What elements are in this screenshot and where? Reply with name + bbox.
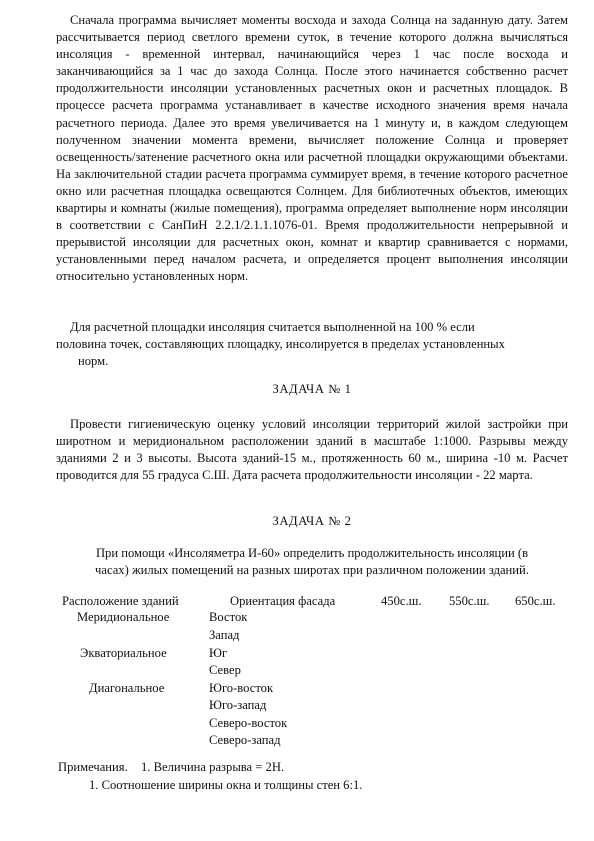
- note-item-1: 1. Величина разрыва = 2Н.: [141, 760, 285, 774]
- header-lat-55: 550с.ш.: [449, 594, 490, 608]
- area-paragraph-line-1: Для расчетной площадки инсоляция считается выполненной на 100 % если: [70, 320, 475, 334]
- orientation-row: Юг: [209, 646, 228, 660]
- orientation-row: Северо-запад: [209, 733, 281, 747]
- header-lat-45: 450с.ш.: [381, 594, 422, 608]
- notes-prefix: Примечания.: [58, 760, 128, 774]
- task2-heading: ЗАДАЧА № 2: [272, 514, 352, 528]
- header-location: Расположение зданий: [62, 594, 179, 608]
- group-equatorial: Экваториальное: [80, 646, 167, 660]
- note-item-2: 1. Соотношение ширины окна и толщины стен 6:1.: [89, 778, 363, 792]
- orientation-row: Северо-восток: [209, 716, 288, 730]
- task2-text-line-2: часах) жилых помещений на разных широтах при различном положении зданий.: [95, 563, 529, 578]
- header-orientation: Ориентация фасада: [230, 594, 336, 608]
- task2-text-line-1: При помощи «Инсоляметра И-60» определить продолжительность инсоляции (в: [95, 546, 529, 560]
- orientation-row: Запад: [209, 628, 240, 642]
- intro-paragraph: Сначала программа вычисляет моменты восхода и захода Солнца на заданную дату. Затем рассчитывается период светлого времени суток, в течение которого должна вычисляться инсоляция - временной интервал, начинающийся через 1 час после восхода и заканчивающийся за 1 час до захода Солнца. После этого начинается собственно расчет продолжительности инсоляции установленных расчетных окон и расчетных площадок. В процессе расчета программа устанавливает в качестве исходного значения время начала расчетного периода. Далее это время увеличивается на 1 минуту и, в каждом следующем полученном значении момента времени, вычисляет положение Солнца и проверяет освещенность/затенение расчетного окна или расчетной площадки окружающими объектами. На заключительной стадии расчета программа суммирует время, в течение которого расчетное окно или расчетная площадка освещаются Солнцем. Для библиотечных объектов, имеющих квартиры и комнаты (жилые помещения), программа определяет выполнение норм инсоляции в соответствии с СанПиН 2.2.1/2.1.1.1076-01. Время продолжительности непрерывной и прерывистой инсоляции для расчетных окон, комнат и квартир сравнивается с нормами, установленными перед началом расчета, и определяется процент выполнения инсоляции относительно установленных норм.: [56, 13, 568, 284]
- task1-heading: ЗАДАЧА № 1: [272, 382, 352, 396]
- group-diagonal: Диагональное: [89, 681, 165, 695]
- area-paragraph-line-2: половина точек, составляющих площадку, инсолируется в пределах установленных: [56, 337, 505, 352]
- orientation-row: Север: [209, 663, 241, 677]
- group-meridional: Меридиональное: [77, 610, 170, 624]
- task1-text: Провести гигиеническую оценку условий инсоляции территорий жилой застройки при широтном и меридиональном расположении зданий в масштабе 1:1000. Разрывы между зданиями 2 и 3 высоты. Высота зданий-15 м., протяженность 60 м., ширина -10 м. Расчет проводится для 55 градуса С.Ш. Дата расчета продолжительности инсоляции - 22 марта.: [56, 417, 568, 483]
- area-insolation-paragraph: [56, 319, 568, 370]
- orientation-row: Юго-восток: [209, 681, 274, 695]
- area-paragraph-line-3: норм.: [78, 354, 109, 369]
- orientation-row: Юго-запад: [209, 698, 267, 712]
- header-lat-65: 650с.ш.: [515, 594, 556, 608]
- task2-text: [56, 545, 568, 579]
- orientation-row: Восток: [209, 610, 248, 624]
